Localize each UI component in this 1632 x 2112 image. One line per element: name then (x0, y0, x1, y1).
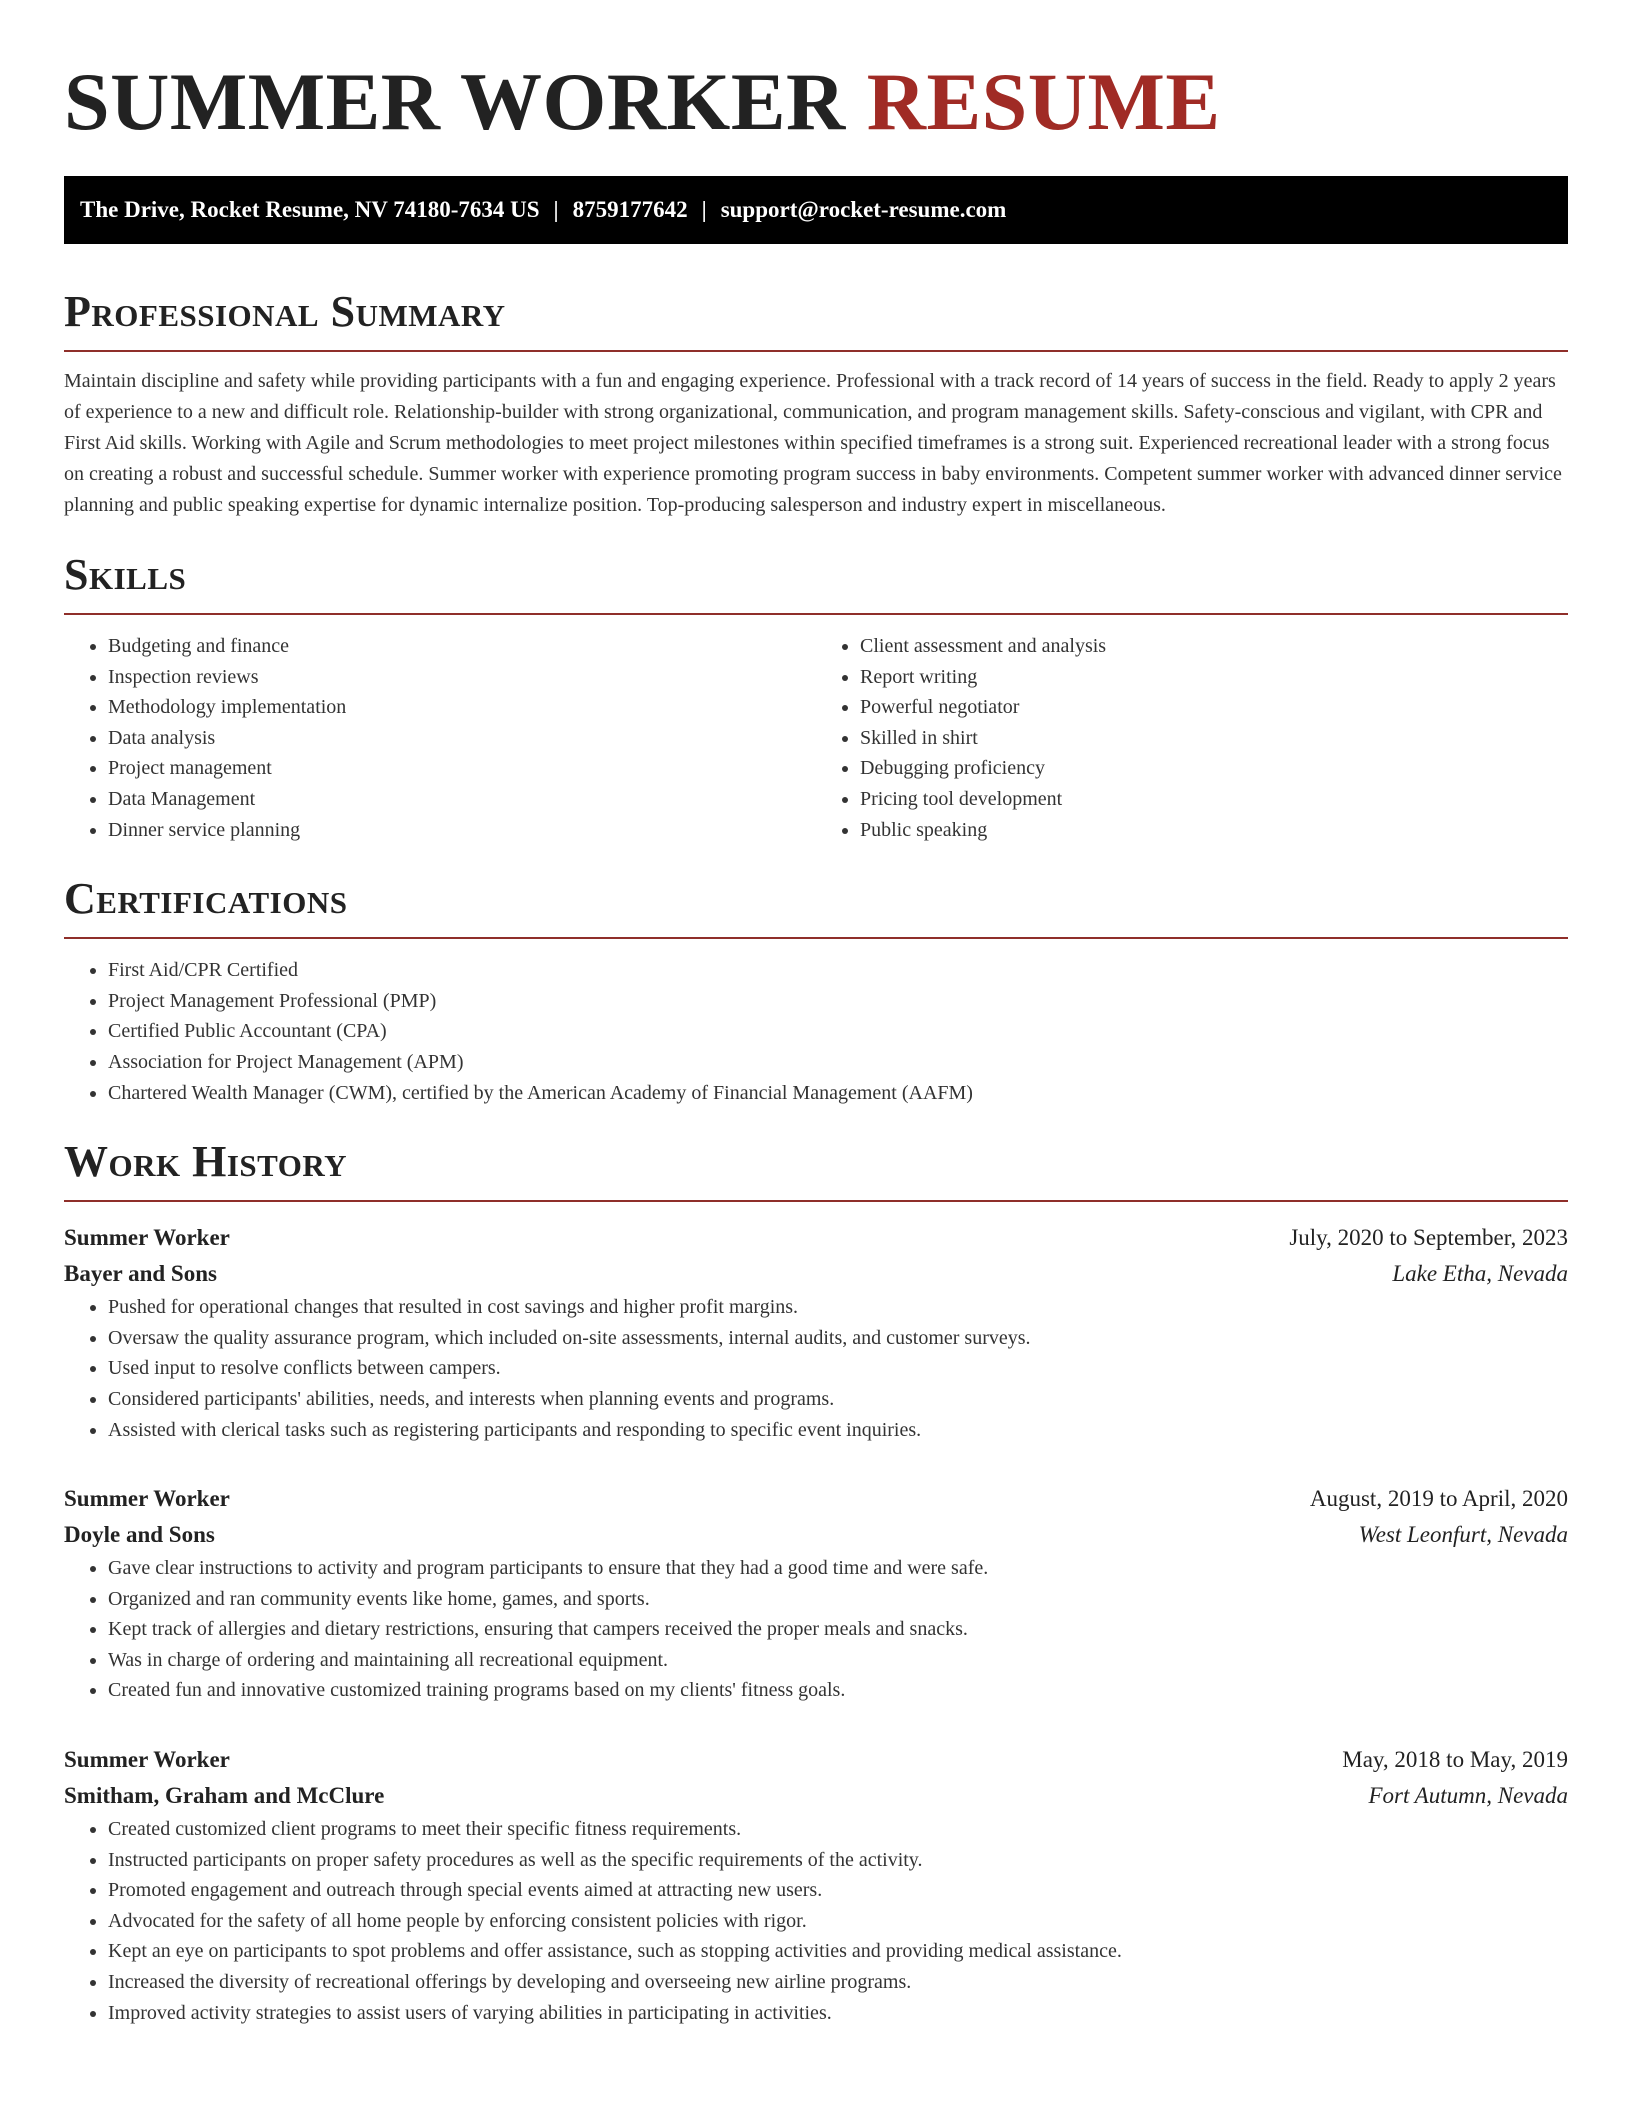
certifications-section (64, 873, 1568, 1108)
job-duty-item: • Improved activity strategies to assist users of varying abilities in participating in activities. (108, 1998, 1568, 2029)
job-duty-item: • Kept an eye on participants to spot problems and offer assistance, such as stopping activities and providing medical assistance. (108, 1936, 1568, 1967)
certification-item: • Project Management Professional (PMP) (108, 986, 1568, 1017)
job-duty-item: • Gave clear instructions to activity and program participants to ensure that they had a good time and were safe. (108, 1553, 1568, 1584)
section-heading-skills: Skills (64, 550, 187, 599)
job-duty-item: • Created fun and innovative customized training programs based on my clients' fitness goals. (108, 1675, 1568, 1706)
job-company: Doyle and Sons (64, 1522, 215, 1548)
skill-item: • Powerful negotiator (860, 692, 1568, 723)
skill-item: • Skilled in shirt (860, 723, 1568, 754)
contact-separator: | (553, 197, 559, 222)
skill-item: • Client assessment and analysis (860, 631, 1568, 662)
job-entry (64, 1742, 1568, 2028)
skill-item: • Dinner service planning (108, 815, 816, 846)
skills-column-right (816, 631, 1568, 845)
job-duty-item: • Assisted with clerical tasks such as registering participants and responding to specific event inquiries. (108, 1415, 1568, 1446)
job-duty-item: • Pushed for operational changes that resulted in cost savings and higher profit margins. (108, 1292, 1568, 1323)
job-title: Summer Worker (64, 1486, 230, 1512)
job-duties-list (64, 1292, 1568, 1445)
certification-item: • First Aid/CPR Certified (108, 955, 1568, 986)
job-duty-item: • Oversaw the quality assurance program, which included on-site assessments, internal audits, and customer surveys. (108, 1323, 1568, 1354)
certifications-list (64, 955, 1568, 1108)
work-history-section (64, 1136, 1568, 2028)
resume-title (64, 52, 1568, 152)
job-header-row (64, 1481, 1568, 1517)
contact-address: The Drive, Rocket Resume, NV 74180-7634 US (80, 197, 540, 222)
job-header-row (64, 1742, 1568, 1778)
skills-section (64, 549, 1568, 845)
skill-item: • Methodology implementation (108, 692, 816, 723)
skills-grid (64, 631, 1568, 845)
job-title: Summer Worker (64, 1225, 230, 1251)
job-duty-item: • Promoted engagement and outreach through special events aimed at attracting new users. (108, 1875, 1568, 1906)
job-company: Bayer and Sons (64, 1261, 217, 1287)
section-divider (64, 937, 1568, 939)
skill-item: • Data analysis (108, 723, 816, 754)
job-dates: August, 2019 to April, 2020 (1309, 1486, 1568, 1512)
job-location: Fort Autumn, Nevada (1368, 1783, 1568, 1809)
skill-item: • Inspection reviews (108, 662, 816, 693)
skill-item: • Budgeting and finance (108, 631, 816, 662)
job-subheader-row (64, 1778, 1568, 1814)
job-dates: May, 2018 to May, 2019 (1342, 1747, 1568, 1773)
job-subheader-row (64, 1517, 1568, 1553)
certification-item: • Chartered Wealth Manager (CWM), certified by the American Academy of Financial Management (AAFM) (108, 1078, 1568, 1109)
skill-item: • Debugging proficiency (860, 753, 1568, 784)
job-dates: July, 2020 to September, 2023 (1289, 1225, 1568, 1251)
contact-email[interactable]: support@rocket-resume.com (720, 197, 1007, 222)
contact-separator: | (701, 197, 707, 222)
job-duty-item: • Used input to resolve conflicts between campers. (108, 1353, 1568, 1384)
job-duty-item: • Increased the diversity of recreational offerings by developing and overseeing new airline programs. (108, 1967, 1568, 1998)
skill-item: • Pricing tool development (860, 784, 1568, 815)
job-company: Smitham, Graham and McClure (64, 1783, 385, 1809)
job-duty-item: • Organized and ran community events like home, games, and sports. (108, 1584, 1568, 1615)
job-subheader-row (64, 1256, 1568, 1292)
job-duties-list (64, 1553, 1568, 1706)
job-duty-item: • Advocated for the safety of all home people by enforcing consistent policies with rigor. (108, 1906, 1568, 1937)
skill-item: • Report writing (860, 662, 1568, 693)
summary-section (64, 286, 1568, 521)
job-duty-item: • Considered participants' abilities, needs, and interests when planning events and programs. (108, 1384, 1568, 1415)
skill-item: • Data Management (108, 784, 816, 815)
job-duty-item: • Was in charge of ordering and maintaining all recreational equipment. (108, 1645, 1568, 1676)
certification-item: • Certified Public Accountant (CPA) (108, 1016, 1568, 1047)
summary-text: Maintain discipline and safety while providing participants with a fun and engaging experience. Professional with a track record of 14 years of success in the field. Ready to apply 2 years of experience to a new and difficult role. Relationship-builder with strong organizational, communication, and program management skills. Safety-conscious and vigilant, with CPR and First Aid skills. Working with Agile and Scrum methodologies to meet project milestones within specified timeframes is a strong suit. Experienced recreational leader with a strong focus on creating a robust and successful schedule. Summer worker with experience promoting program success in baby environments. Competent summer worker with advanced dinner service planning and public speaking expertise for dynamic internalize position. Top-producing salesperson and industry expert in miscellaneous. (64, 370, 1562, 516)
skills-column-left (64, 631, 816, 845)
skill-item: • Project management (108, 753, 816, 784)
section-divider (64, 613, 1568, 615)
job-entry (64, 1481, 1568, 1706)
job-title: Summer Worker (64, 1747, 230, 1773)
certification-item: • Association for Project Management (APM) (108, 1047, 1568, 1078)
job-header-row (64, 1220, 1568, 1256)
contact-phone: 8759177642 (572, 197, 688, 222)
section-divider (64, 350, 1568, 352)
job-location: Lake Etha, Nevada (1392, 1261, 1568, 1287)
job-duty-item: • Kept track of allergies and dietary restrictions, ensuring that campers received the proper meals and snacks. (108, 1614, 1568, 1645)
skills-list-right (816, 631, 1568, 845)
job-duties-list (64, 1814, 1568, 2028)
title-resume-word: RESUME (866, 56, 1221, 147)
job-duty-item: • Instructed participants on proper safety procedures as well as the specific requirements of the activity. (108, 1845, 1568, 1876)
job-location: West Leonfurt, Nevada (1358, 1522, 1568, 1548)
job-duty-item: • Created customized client programs to meet their specific fitness requirements. (108, 1814, 1568, 1845)
title-name: SUMMER WORKER (64, 56, 846, 147)
section-heading-certifications: Certifications (64, 874, 348, 924)
skills-list-left (64, 631, 816, 845)
section-heading-summary: Professional Summary (64, 287, 506, 336)
contact-bar (64, 176, 1568, 244)
section-divider (64, 1200, 1568, 1202)
skill-item: • Public speaking (860, 815, 1568, 846)
section-heading-work-history: Work History (64, 1137, 348, 1187)
job-entry (64, 1220, 1568, 1445)
